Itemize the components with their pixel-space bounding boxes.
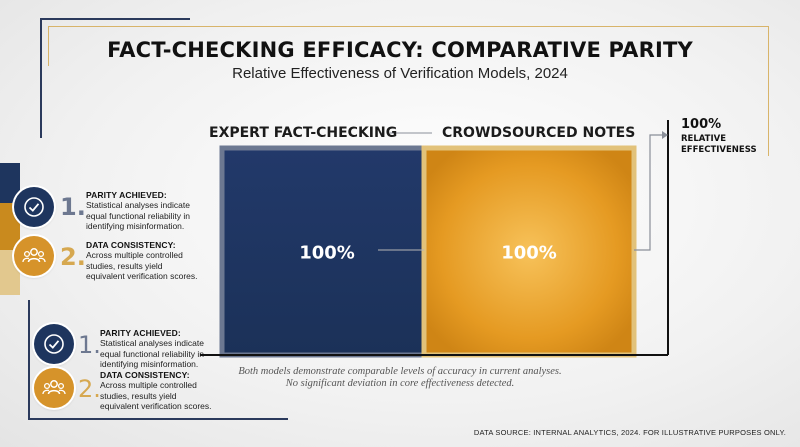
item-heading: DATA CONSISTENCY: (100, 370, 190, 380)
item-number: 1. (78, 331, 101, 359)
chart-caption: Both models demonstrate comparable levels of accuracy in current analyses. No significant deviation in core effectiveness detected. (238, 366, 562, 389)
bar-value-label: 100% (299, 242, 355, 264)
item-heading: PARITY ACHIEVED: (86, 190, 167, 200)
item-heading: PARITY ACHIEVED: (100, 328, 181, 338)
category-label-crowdsourced: CROWDSOURCED NOTES (442, 125, 636, 141)
annotation-text-line2: EFFECTIVENESS (681, 145, 757, 155)
bar-value-label: 100% (501, 242, 557, 264)
data-source-note: DATA SOURCE: INTERNAL ANALYTICS, 2024. FOR ILLUSTRATIVE PURPOSES ONLY. (473, 428, 786, 437)
annotation-text-line1: RELATIVE (681, 134, 727, 144)
item-number: 2. (78, 375, 101, 403)
item-heading: DATA CONSISTENCY: (86, 240, 176, 250)
annotation-connector (634, 135, 662, 250)
item-number: 1. (60, 193, 86, 221)
item-number: 2. (60, 243, 86, 271)
category-label-expert: EXPERT FACT-CHECKING (209, 125, 398, 141)
item-description: Across multiple controlled studies, results yield equivalent verification scores. (100, 380, 212, 411)
item-description: Statistical analyses indicate equal functional reliability in identifying misinformation. (86, 200, 190, 231)
annotation-value: 100% (681, 117, 722, 132)
page-title: FACT-CHECKING EFFICACY: COMPARATIVE PARITY (107, 38, 693, 62)
item-description: Across multiple controlled studies, results yield equivalent verification scores. (86, 250, 198, 281)
page-subtitle: Relative Effectiveness of Verification Models, 2024 (232, 65, 568, 82)
item-description: Statistical analyses indicate equal functional reliability in identifying misinformation. (100, 338, 204, 369)
